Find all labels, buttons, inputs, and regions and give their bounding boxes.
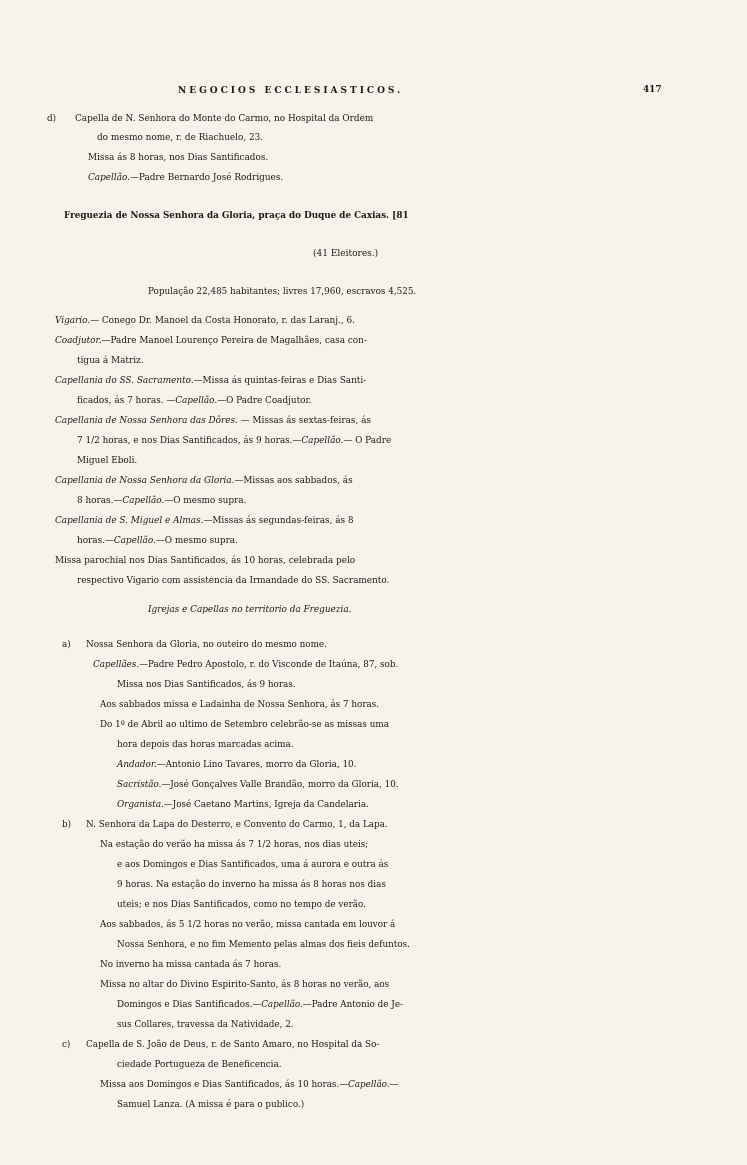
parochial-line-1: Missa parochial nos Dias Santificados, ás 10 horas, celebrada pelo: [55, 556, 356, 566]
entry-a-line-4: Aos sabbados missa e Ladainha de Nossa Senhora, ás 7 horas.: [100, 700, 380, 710]
coadjutor-line: Coadjutor.—Padre Manoel Lourenço Pereira de Magalhães, casa con-: [55, 336, 367, 346]
entry-a-line-3: Missa nos Dias Santificados, ás 9 horas.: [117, 680, 296, 690]
entry-b-line-1: N. Senhora da Lapa do Desterro, e Convento do Carmo, 1, da Lapa.: [86, 820, 388, 830]
entry-label-c: c): [62, 1040, 71, 1050]
gloria-line-2: 8 horas.—Capellão.—O mesmo supra.: [77, 496, 247, 506]
coadjutor-line-2: tigua á Matriz.: [77, 356, 144, 366]
entry-label-d: d): [47, 114, 57, 124]
entry-label-b: b): [62, 820, 72, 830]
vigario-line: Vigario.— Conego Dr. Manoel da Costa Honorato, r. das Laranj., 6.: [55, 316, 355, 326]
dores-line-2: 7 1/2 horas, e nos Dias Santificados, ás 9 horas.—Capellão.— O Padre: [77, 436, 392, 446]
miguel-line-1: Capellania de S. Miguel e Almas.—Missas ás segundas-feiras, ás 8: [55, 516, 354, 526]
entry-b-line-9: Missa no altar do Divino Espirito-Santo, ás 8 horas no verão, aos: [100, 980, 390, 990]
entry-b-line-2: Na estação do verão ha missa ás 7 1/2 horas, nos dias uteis;: [100, 840, 369, 850]
entry-d-line-4: Capellão.—Padre Bernardo José Rodrigues.: [88, 173, 284, 183]
entry-b-line-8: No inverno ha missa cantada ás 7 horas.: [100, 960, 282, 970]
entry-d-line-2: do mesmo nome, r. de Riachuelo, 23.: [97, 133, 264, 143]
entry-b-line-5: uteis; e nos Dias Santificados, como no tempo de verão.: [117, 900, 366, 910]
entry-b-line-6: Aos sabbados, ás 5 1/2 horas no verão, missa cantada em louvor á: [100, 920, 396, 930]
section-subheading: Igrejas e Capellas no territorio da Freguezia.: [148, 605, 352, 615]
dores-line-3: Miguel Eboli.: [77, 456, 138, 466]
entry-c-line-2: ciedade Portugueza de Beneficencia.: [117, 1060, 282, 1070]
entry-d-line-1: Capella de N. Senhora do Monte do Carmo, no Hospital da Ordem: [75, 114, 374, 124]
population-line: População 22,485 habitantes; livres 17,960, escravos 4,525.: [148, 287, 417, 297]
entry-a-line-8: Sacristão.—José Gonçalves Valle Brandão, morro da Gloria, 10.: [117, 780, 399, 790]
parochial-line-2: respectivo Vigario com assistencia da Irmandade do SS. Sacramento.: [77, 576, 390, 586]
entry-a-line-1: Nossa Senhora da Gloria, no outeiro do mesmo nome.: [86, 640, 327, 650]
entry-c-line-4: Samuel Lanza. (A missa é para o publico.): [117, 1100, 305, 1110]
entry-a-line-6: hora depois das horas marcadas acima.: [117, 740, 294, 750]
entry-b-line-10: Domingos e Dias Santificados.—Capellão.—Padre Antonio de Je-: [117, 1000, 403, 1010]
parish-title: Freguezia de Nossa Senhora da Gloria, praça do Duque de Caxias. [81: [64, 211, 409, 221]
entry-a-line-2: Capellães.—Padre Pedro Apostolo, r. do Visconde de Itaúna, 87, sob.: [93, 660, 399, 670]
entry-b-line-7: Nossa Senhora, e no fim Memento pelas almas dos fieis defuntos.: [117, 940, 410, 950]
entry-d-line-3: Missa ás 8 horas, nos Dias Santificados.: [88, 153, 269, 163]
dores-line-1: Capellania de Nossa Senhora das Dôres. — Missas ás sextas-feiras, ás: [55, 416, 371, 426]
entry-c-line-1: Capella de S. João de Deus, r. de Santo Amaro, no Hospital da So-: [86, 1040, 380, 1050]
entry-label-a: a): [62, 640, 71, 650]
gloria-line-1: Capellania de Nossa Senhora da Gloria.—Missas aos sabbados, ás: [55, 476, 353, 486]
entry-b-line-11: sus Collares, travessa da Natividade, 2.: [117, 1020, 294, 1030]
page-number: 417: [643, 85, 662, 95]
entry-a-line-9: Organista.—José Caetano Martins, Igreja da Candelaria.: [117, 800, 369, 810]
entry-b-line-3: e aos Domingos e Dias Santificados, uma á aurora e outra ás: [117, 860, 389, 870]
electors-count: (41 Eleitores.): [313, 249, 379, 259]
entry-a-line-7: Andador.—Antonio Lino Tavares, morro da Gloria, 10.: [117, 760, 357, 770]
entry-a-line-5: Do 1º de Abril ao ultimo de Setembro celebrão-se as missas uma: [100, 720, 389, 730]
sacramento-line-2: ficados, ás 7 horas. —Capellão.—O Padre Coadjutor.: [77, 396, 312, 406]
sacramento-line-1: Capellania do SS. Sacramento.—Missa ás quintas-feiras e Dias Santi-: [55, 376, 367, 386]
entry-b-line-4: 9 horas. Na estação do inverno ha missa ás 8 horas nos dias: [117, 880, 386, 890]
running-header: NEGOCIOS ECCLESIASTICOS.: [178, 86, 404, 96]
miguel-line-2: horas.—Capellão.—O mesmo supra.: [77, 536, 238, 546]
entry-c-line-3: Missa aos Domingos e Dias Santificados, ás 10 horas.—Capellão.—: [100, 1080, 399, 1090]
